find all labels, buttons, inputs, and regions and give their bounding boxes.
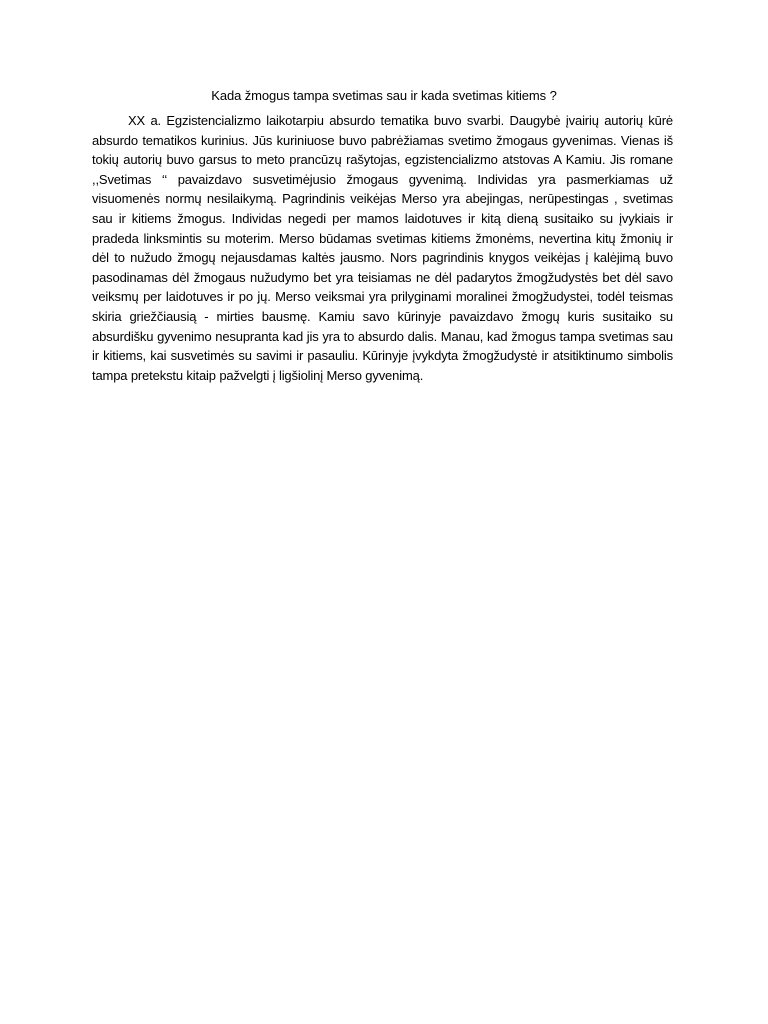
document-paragraph: XX a. Egzistencializmo laikotarpiu absurdo tematika buvo svarbi. Daugybė įvairių autorių kūrė absurdo tematikos kurinius. Jūs kuriniuose buvo pabrėžiamas svetimo žmogaus gyvenimas. Vienas iš tokių autorių buvo garsus to meto prancūzų rašytojas, egzistencializmo atstovas A Kamiu. Jis romane ,,Svetimas ‘‘ pavaizdavo susvetimėjusio žmogaus gyvenimą. Individas yra pasmerkiamas už visuomenės normų nesilaikymą. Pagrindinis veikėjas Merso yra abejingas, nerūpestingas , svetimas sau ir kitiems žmogus. Individas negedi per mamos laidotuves ir kitą dieną susitaiko su įvykiais ir pradeda linksmintis su moterim. Merso būdamas svetimas kitiems žmonėms, nevertina kitų žmonių ir dėl to nužudo žmogų nejausdamas kaltės jausmo. Nors pagrindinis knygos veikėjas į kalėjimą buvo pasodinamas dėl žmogaus nužudymo bet yra teisiamas ne dėl padarytos žmogžudystės bet dėl savo veiksmų per laidotuves ir po jų. Merso veiksmai yra prilyginami moralinei žmogžudystei, todėl teismas skiria griežčiausią - mirties bausmę. Kamiu savo kūrinyje pavaizdavo žmogų kuris susitaiko su absurdišku gyvenimo nesupranta kad jis yra to absurdo dalis. Manau, kad žmogus tampa svetimas sau ir kitiems, kai susvetimės su savimi ir pasauliu. Kūrinyje įvykdyta žmogžudystė ir atsitiktinumo simbolis tampa pretekstu kitaip pažvelgti į ligšiolinį Merso gyvenimą. <box>92 113 673 383</box>
document-title: Kada žmogus tampa svetimas sau ir kada svetimas kitiems ? <box>211 88 557 103</box>
